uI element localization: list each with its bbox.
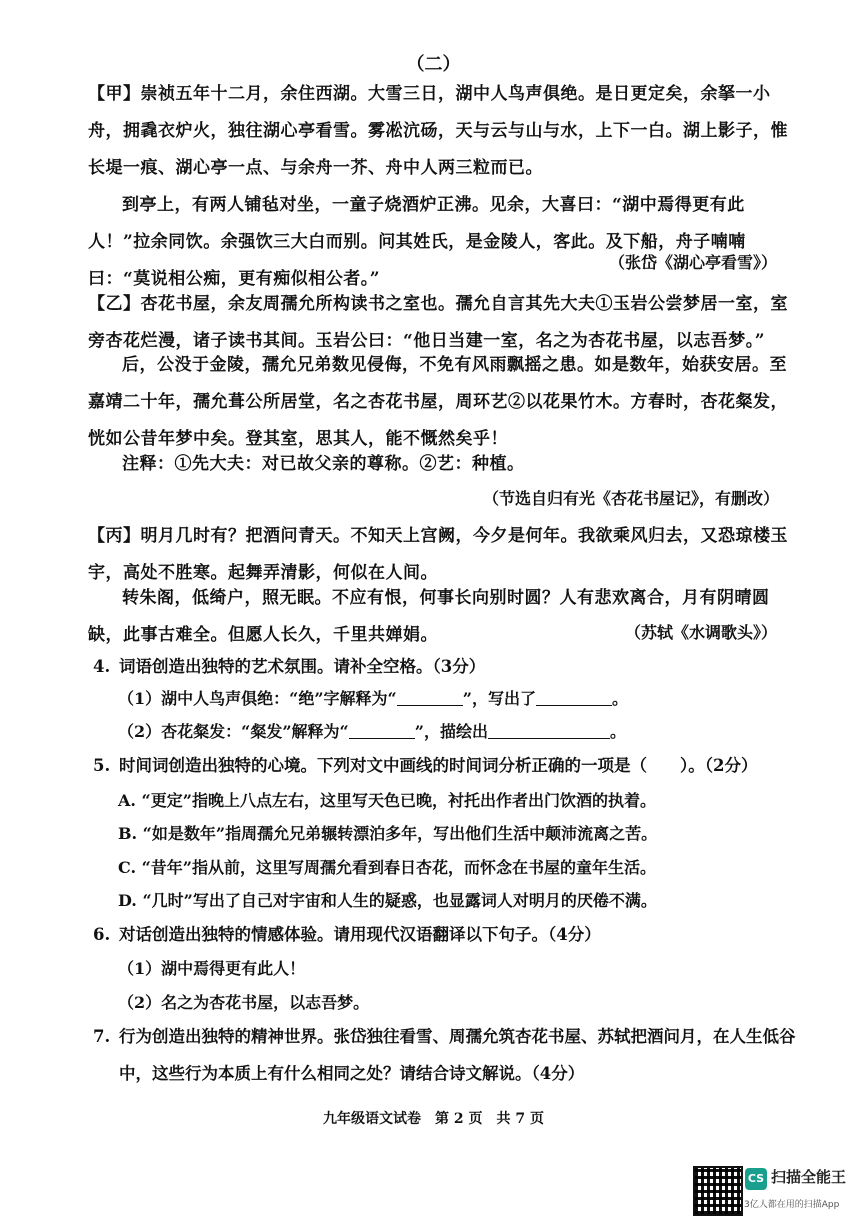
- question-stem: 对话创造出独特的情感体验。请用现代汉语翻译以下句子。（4分）: [119, 925, 601, 944]
- question-number: 5.: [93, 756, 111, 775]
- question-stem: 行为创造出独特的精神世界。张岱独往看雪、周孺允筑杏花书屋、苏轼把酒问月，在人生低谷中，这些行为本质上有什么相同之处？请结合诗文解说。（4分）: [119, 1027, 796, 1083]
- option-c[interactable]: C. “昔年”指从前，这里写周孺允看到春日杏花，而怀念在书屋的童年生活。: [118, 858, 657, 877]
- answer-blank[interactable]: [349, 720, 415, 739]
- camscanner-logo-icon: CS: [745, 1168, 767, 1190]
- question-6-sub-2: （2）名之为杏花书屋，以志吾梦。: [118, 993, 370, 1012]
- passage-yi-note: 注释：①先大夫：对已故父亲的尊称。②艺：种植。: [122, 454, 525, 474]
- scanner-brand: 扫描全能王: [771, 1168, 847, 1186]
- passage-jia-source: （张岱《湖心亭看雪》）: [608, 253, 777, 272]
- passage-yi-p2: 后，公没于金陵，孺允兄弟数见侵侮，不免有风雨飘摇之患。如是数年，始获安居。至嘉靖二十年，孺允葺公所居堂，名之杏花书屋，周环艺②以花果竹木。方春时，杏花粲发，恍如公昔年梦中矣。登其室，思其人，能不慨然矣乎！: [88, 355, 788, 449]
- page-footer: 九年级语文试卷 第 2 页 共 7 页: [323, 1111, 544, 1127]
- sub-text: ”，描绘出: [414, 722, 488, 741]
- passage-yi-source: （节选自归有光《杏花书屋记》，有删改）: [482, 489, 779, 508]
- question-4-sub-1: [118, 680, 818, 717]
- question-number: 6.: [93, 925, 111, 944]
- sub-text: 。: [611, 689, 628, 708]
- passage-jia-p1: 【甲】崇祯五年十二月，余住西湖。大雪三日，湖中人鸟声俱绝。是日更定矣，余拏一小舟，拥毳衣炉火，独往湖心亭看雪。雾凇沆砀，天与云与山与水，上下一白。湖上影子，惟长堤一痕、湖心亭一点、与余舟一芥、舟中人两三粒而已。: [88, 84, 788, 178]
- passage-yi-p1: 【乙】杏花书屋，余友周孺允所构读书之室也。孺允自言其先大夫①玉岩公尝梦居一室，室旁杏花烂漫，诸子读书其间。玉岩公曰：“他日当建一室，名之为杏花书屋，以志吾梦。”: [88, 294, 788, 351]
- passage-bing-p1: 【丙】明月几时有？把酒问青天。不知天上宫阙，今夕是何年。我欲乘风归去，又恐琼楼玉宇，高处不胜寒。起舞弄清影，何似在人间。: [88, 526, 788, 583]
- question-4-sub-2: [118, 713, 818, 750]
- question-stem: 词语创造出独特的艺术氛围。请补全空格。（3分）: [119, 657, 486, 676]
- question-6-sub-1: （1）湖中焉得更有此人！: [118, 959, 306, 978]
- option-a[interactable]: A. “更定”指晚上八点左右，这里写天色已晚，衬托出作者出门饮酒的执着。: [118, 791, 656, 810]
- question-5: [93, 747, 823, 784]
- passage-bing-source: （苏轼《水调歌头》）: [624, 623, 777, 642]
- question-6: [93, 916, 823, 953]
- option-d[interactable]: D. “几时”写出了自己对宇宙和人生的疑惑，也显露词人对明月的厌倦不满。: [118, 891, 657, 910]
- sub-text: （2）杏花粲发：“粲发”解释为“: [118, 722, 349, 741]
- section-title: （二）: [406, 54, 461, 75]
- passage-bing-p2: 转朱阁，低绮户，照无眠。不应有恨，何事长向别时圆？人有悲欢离合，月有阴晴圆缺，此事古难全。但愿人长久，千里共婵娟。: [88, 588, 770, 645]
- sub-text: 。: [609, 722, 626, 741]
- answer-blank[interactable]: [397, 687, 463, 706]
- sub-text: ”，写出了: [462, 689, 536, 708]
- question-stem: 时间词创造出独特的心境。下列对文中画线的时间词分析正确的一项是（ ）。（2分）: [119, 756, 758, 775]
- scanner-tagline: 3亿人都在用的扫描App: [744, 1200, 840, 1210]
- question-number: 7.: [93, 1027, 111, 1046]
- option-b[interactable]: B. “如是数年”指周孺允兄弟辗转漂泊多年，写出他们生活中颠沛流离之苦。: [118, 824, 658, 843]
- answer-blank[interactable]: [488, 720, 610, 739]
- sub-text: （1）湖中人鸟声俱绝：“绝”字解释为“: [118, 689, 397, 708]
- qr-code-icon: [693, 1166, 743, 1216]
- question-7: [93, 1018, 819, 1092]
- question-number: 4.: [93, 657, 111, 676]
- answer-blank[interactable]: [536, 687, 612, 706]
- passage-jia-p2: 到亭上，有两人铺毡对坐，一童子烧酒炉正沸。见余，大喜曰：“湖中焉得更有此人！”拉余同饮。余强饮三大白而别。问其姓氏，是金陵人，客此。及下船，舟子喃喃曰：“莫说相公痴，更有痴似相公者。”: [88, 195, 746, 289]
